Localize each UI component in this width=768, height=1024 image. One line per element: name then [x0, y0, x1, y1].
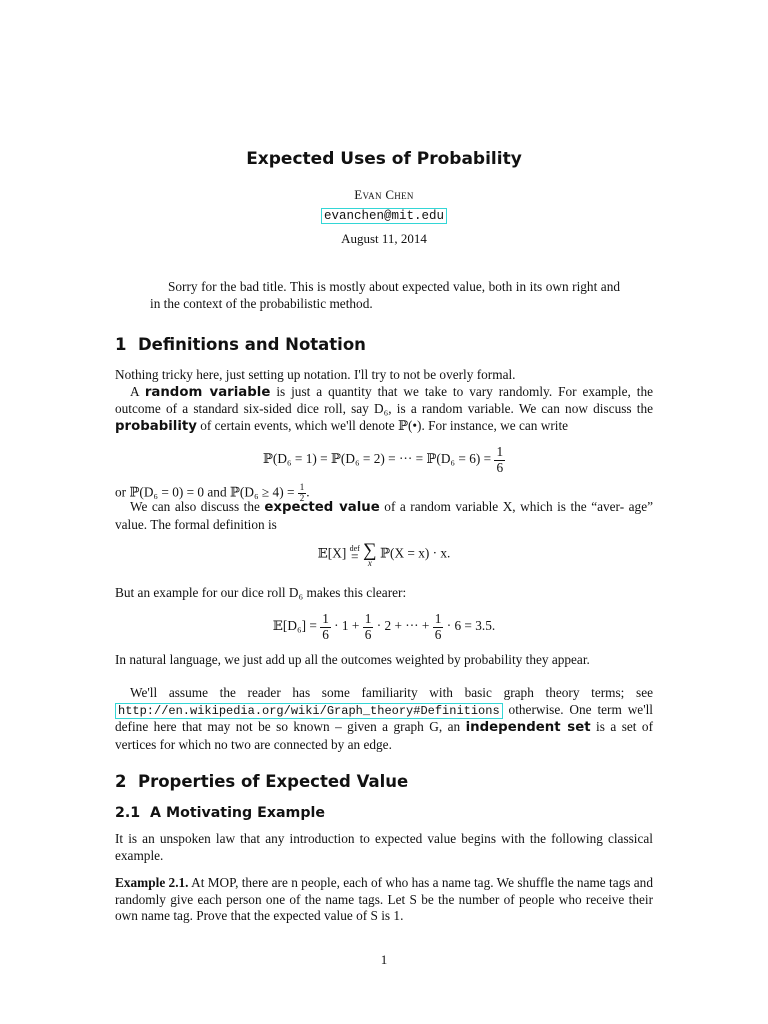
paragraph: We'll assume the reader has some familiarity with basic graph theory terms; see http://en.wikipedia.org/wiki/Graph_theory#Definitions otherwise. One term we'll define here that may not be so known – given a graph G, an independent set is a set of vertices for which no two are connected by an edge.: [115, 685, 654, 752]
paragraph: or ℙ(D₆ = 0) = 0 and ℙ(D₆ ≥ 4) = $\frac{1}{2}$ .: [115, 482, 310, 503]
subsection-2-1-heading: [115, 805, 325, 821]
section-title: Properties of Expected Value: [137, 772, 409, 791]
paragraph: In natural language, we just add up all the outcomes weighted by probability they appear.: [115, 652, 590, 667]
paragraph: We can also discuss the expected value of a random variable X, which is the “aver- age” value. The formal definition is: [115, 499, 654, 532]
subsection-number: 2.1: [115, 805, 141, 821]
subsection-title: A Motivating Example: [150, 805, 325, 821]
equation-2: 𝔼[X] def = ∑ x ℙ(X = x) · x.: [317, 540, 451, 569]
term-random-variable: random variable: [144, 384, 271, 400]
paragraph: It is an unspoken law that any introduction to expected value begins with the following classical example.: [115, 831, 653, 863]
author-email-link[interactable]: evanchen@mit.edu: [321, 208, 447, 224]
paragraph: A random variable is just a quantity that we take to vary randomly. For example, the outcome of a standard six-sided dice roll, say D₆, is a random variable. We can now discuss the probability of certain events, which we'll denote ℙ(•). For instance, we can write: [115, 383, 654, 434]
term-expected-value: expected value: [264, 500, 380, 515]
example-label: Example 2.1.: [115, 875, 189, 890]
author-name: Evan Chen: [354, 187, 414, 202]
page-number: 1: [380, 952, 388, 967]
paragraph: But an example for our dice roll D₆ makes this clearer:: [115, 585, 407, 600]
section-2-heading: [115, 772, 408, 791]
section-number: 2: [115, 772, 127, 791]
paragraph: Nothing tricky here, just setting up notation. I'll try to not be overly formal.: [115, 367, 516, 382]
section-title: Definitions and Notation: [137, 335, 366, 354]
section-1-heading: [115, 335, 366, 354]
term-independent-set: independent set: [465, 720, 591, 735]
paper-date: August 11, 2014: [341, 231, 427, 246]
term-probability: probability: [115, 418, 197, 434]
abstract: Sorry for the bad title. This is mostly about expected value, both in its own right and in the context of the probabilistic method.: [150, 279, 620, 311]
section-1-body: [115, 367, 653, 435]
wikipedia-link[interactable]: http://en.wikipedia.org/wiki/Graph_theory#Definitions: [115, 703, 503, 719]
example-2-1: Example 2.1. At MOP, there are n people, each of who has a name tag. We shuffle the name tags and randomly give each person one of the name tags. Let S be the number of people who receive their own name tag. Prove that the expected value of S is 1.: [115, 875, 653, 923]
equation-1: ℙ(D₆ = 1) = ℙ(D₆ = 2) = ··· = ℙ(D₆ = 6) = $\frac{1}{6}$: [262, 444, 504, 475]
equation-3: 𝔼[D₆] = $\frac{1}{6}$ · 1 + $\frac{1}{6}$ · 2 + ··· + $\frac{1}{6}$ · 6 = 3.5.: [272, 611, 496, 642]
paper-title: Expected Uses of Probability: [246, 149, 522, 169]
section-number: 1: [115, 335, 127, 354]
